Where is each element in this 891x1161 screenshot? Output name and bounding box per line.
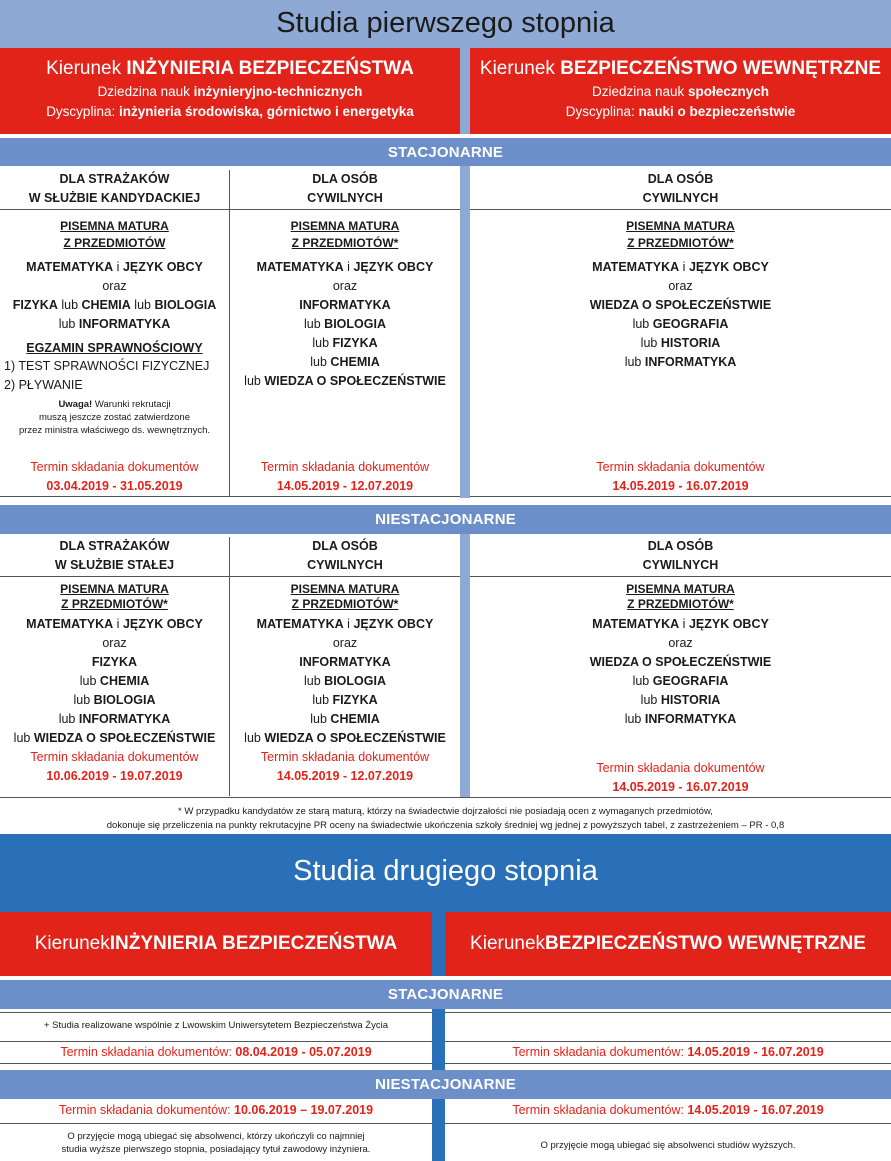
admission-requirement-ib: O przyjęcie mogą ubiegać się absolwenci, którzy ukończyli co najmniej studia wyższe pierwszego stopnia, posiadający tytuł zawodowy inżyniera. — [61, 1131, 371, 1155]
major-header-ib: Kierunek INŻYNIERIA BEZPIECZEŃSTWA Dziedzina nauk inżynieryjno-technicznych Dyscyplina: inżynieria środowiska, górnictwo i energetyka — [0, 48, 460, 134]
deadline-date: 14.05.2019 - 16.07.2019 — [612, 479, 749, 493]
deadline-date: 14.05.2019 - 16.07.2019 — [612, 780, 749, 794]
divider — [460, 48, 470, 134]
niestac-col-strazacy-stali: DLA STRAŻAKÓW W SŁUŻBIE STAŁEJ PISEMNA MATURA Z PRZEDMIOTÓW* MATEMATYKA i JĘZYK OBCY oraz FIZYKA lub CHEMIA lub BIOLOGIA lub INFORMATYKA lub WIEDZA O SPOŁECZEŃSTWIE Termin składania dokumentów 10.06.2019 - 19.07.2019 — [0, 537, 229, 786]
second-degree-title-bar — [0, 834, 891, 912]
lwow-note: + Studia realizowane wspólnie z Lwowskim Uniwersytetem Bezpieczeństwa Życia — [44, 1020, 388, 1031]
deadline: Termin składania dokumentów 14.05.2019 - 12.07.2019 — [230, 458, 460, 496]
major-name-bw: BEZPIECZEŃSTWO WEWNĘTRZNE — [560, 58, 882, 79]
deadline: Termin składania dokumentów: 08.04.2019 - 05.07.2019 — [60, 1045, 372, 1059]
stac-col-cywilni-bw: DLA OSÓB CYWILNYCH PISEMNA MATURA Z PRZEDMIOTÓW* MATEMATYKA i JĘZYK OBCY oraz WIEDZA O SPOŁECZEŃSTWIE lub GEOGRAFIA lub HISTORIA lub INFORMATYKA — [589, 172, 772, 369]
deadline: Termin składania dokumentów 14.05.2019 - 16.07.2019 — [470, 759, 891, 797]
deadline-date: 14.05.2019 - 16.07.2019 — [687, 1045, 824, 1059]
deadline-date: 10.06.2019 - 19.07.2019 — [46, 769, 183, 783]
divider — [432, 912, 445, 976]
section-bar-niestacjonarne-2: NIESTACJONARNE — [0, 1070, 891, 1099]
major-header-bw-2: Kierunek BEZPIECZEŃSTWO WEWNĘTRZNE — [445, 912, 891, 976]
major-header-bw: Kierunek BEZPIECZEŃSTWO WEWNĘTRZNE Dziedzina nauk społecznych Dyscyplina: nauki o bezpieczeństwie — [470, 48, 891, 134]
section-bar-stacjonarne: STACJONARNE — [0, 138, 891, 166]
deadline: Termin składania dokumentów: 14.05.2019 - 16.07.2019 — [512, 1103, 824, 1117]
admission-requirement-bw: O przyjęcie mogą ubiegać się absolwenci studiów wyższych. — [540, 1140, 796, 1151]
deadline: Termin składania dokumentów: 10.06.2019 – 19.07.2019 — [58, 1103, 374, 1117]
divider — [460, 166, 470, 498]
major-header-ib-2: Kierunek INŻYNIERIA BEZPIECZEŃSTWA — [0, 912, 432, 976]
section-bar-stacjonarne-2: STACJONARNE — [0, 980, 891, 1009]
deadline: Termin składania dokumentów 03.04.2019 - 31.05.2019 — [0, 458, 229, 496]
niestac-col-cywilni-bw: DLA OSÓB CYWILNYCH PISEMNA MATURA Z PRZEDMIOTÓW* MATEMATYKA i JĘZYK OBCY oraz WIEDZA O SPOŁECZEŃSTWIE lub GEOGRAFIA lub HISTORIA lub INFORMATYKA — [589, 539, 772, 726]
stac-col-strazacy-kandydaci: DLA STRAŻAKÓW W SŁUŻBIE KANDYDACKIEJ PISEMNA MATURA Z PRZEDMIOTÓW MATEMATYKA i JĘZYK OBCY oraz FIZYKA lub CHEMIA lub BIOLOGIA lub INFORMATYKA EGZAMIN SPRAWNOŚCIOWY 1) TEST SPRAWNOŚCI FIZYCZNEJ 2) PŁYWANIE Uwaga! Warunki rekrutacji muszą jeszcze zostać zatwierdzone przez ministra właściwego ds. wewnętrznych. — [4, 172, 217, 436]
section-bar-niestacjonarne: NIESTACJONARNE — [0, 505, 891, 534]
deadline-date: 03.04.2019 - 31.05.2019 — [46, 479, 183, 493]
deadline: Termin składania dokumentów: 14.05.2019 - 16.07.2019 — [512, 1045, 824, 1059]
fitness-exam-heading: EGZAMIN SPRAWNOŚCIOWY — [26, 341, 203, 355]
page-title: Studia pierwszego stopnia — [276, 7, 615, 39]
niestac-col-cywilni-ib: DLA OSÓB CYWILNYCH PISEMNA MATURA Z PRZEDMIOTÓW* MATEMATYKA i JĘZYK OBCY oraz INFORMATYKA lub BIOLOGIA lub FIZYKA lub CHEMIA lub WIEDZA O SPOŁECZEŃSTWIE Termin składania dokumentów 14.05.2019 - 12.07.2019 — [230, 537, 460, 786]
deadline-date: 14.05.2019 - 12.07.2019 — [276, 479, 414, 493]
divider — [460, 534, 470, 798]
stac-col-cywilni-ib: DLA OSÓB CYWILNYCH PISEMNA MATURA Z PRZEDMIOTÓW* MATEMATYKA i JĘZYK OBCY oraz INFORMATYKA lub BIOLOGIA lub FIZYKA lub CHEMIA lub WIEDZA O SPOŁECZEŃSTWIE — [244, 172, 446, 388]
first-degree-title-bar — [0, 0, 891, 48]
deadline-date: 08.04.2019 - 05.07.2019 — [235, 1045, 372, 1059]
deadline-date: 14.05.2019 - 16.07.2019 — [687, 1103, 824, 1117]
section-title: Studia drugiego stopnia — [293, 855, 598, 887]
deadline: Termin składania dokumentów 14.05.2019 - 16.07.2019 — [470, 458, 891, 496]
deadline-date: 10.06.2019 – 19.07.2019 — [234, 1103, 374, 1117]
deadline-date: 14.05.2019 - 12.07.2019 — [276, 769, 414, 783]
footnote: * W przypadku kandydatów ze starą maturą, którzy na świadectwie dojrzałości nie posiadają ocen z wymaganych przedmiotów, dokonuje się przeliczenia na punkty rekrutacyjne PR oceny na świadectwie ukończenia szkoły średniej wg jednej z powyższych tabel, z zastrzeżeniem – PR - 0,8 — [106, 806, 785, 831]
major-name-ib: INŻYNIERIA BEZPIECZEŃSTWA — [126, 58, 414, 79]
